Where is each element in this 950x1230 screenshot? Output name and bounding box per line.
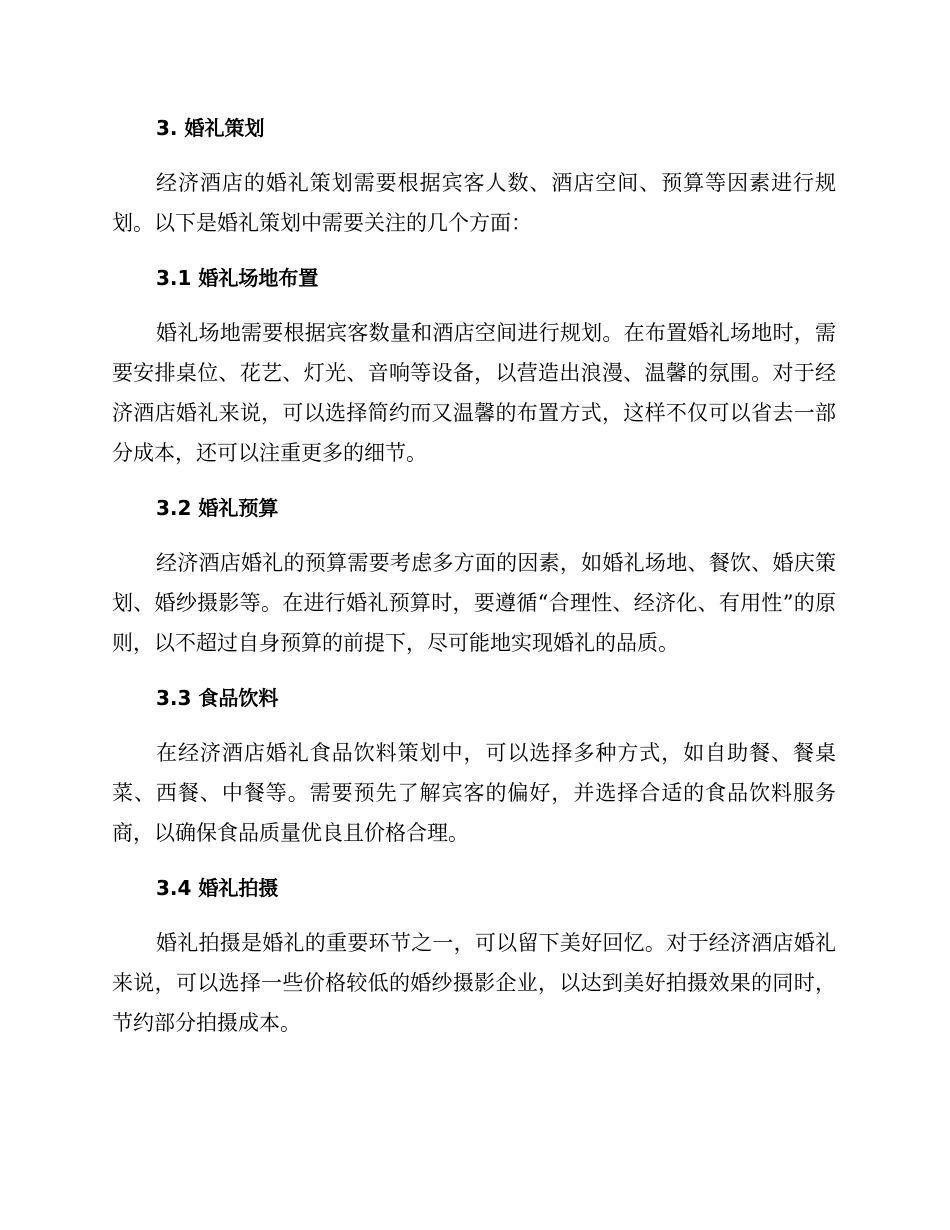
section-paragraph-food-beverage: 在经济酒店婚礼食品饮料策划中，可以选择多种方式，如自助餐、餐桌菜、西餐、中餐等。需要预先了解宾客的偏好，并选择合适的食品饮料服务商，以确保食品质量优良且价格合理。 bbox=[112, 741, 836, 845]
section-paragraph-budget: 经济酒店婚礼的预算需要考虑多方面的因素，如婚礼场地、餐饮、婚庆策划、婚纱摄影等。在进行婚礼预算时，要遵循“合理性、经济化、有用性”的原则，以不超过自身预算的前提下，尽可能地实现婚礼的品质。 bbox=[112, 551, 836, 655]
section-heading-photography: 3.4 婚礼拍摄 bbox=[156, 876, 279, 900]
section-heading-wedding-planning: 3. 婚礼策划 bbox=[156, 116, 265, 140]
section-heading-venue-setup: 3.1 婚礼场地布置 bbox=[156, 266, 319, 290]
section-paragraph-wedding-planning: 经济酒店的婚礼策划需要根据宾客人数、酒店空间、预算等因素进行规划。以下是婚礼策划中需要关注的几个方面： bbox=[112, 171, 836, 235]
document-body bbox=[112, 108, 836, 1043]
section-paragraph-venue-setup: 婚礼场地需要根据宾客数量和酒店空间进行规划。在布置婚礼场地时，需要安排桌位、花艺、灯光、音响等设备，以营造出浪漫、温馨的氛围。对于经济酒店婚礼来说，可以选择简约而又温馨的布置方式，这样不仅可以省去一部分成本，还可以注重更多的细节。 bbox=[112, 321, 836, 465]
section-heading-budget: 3.2 婚礼预算 bbox=[156, 496, 279, 520]
section-paragraph-photography: 婚礼拍摄是婚礼的重要环节之一，可以留下美好回忆。对于经济酒店婚礼来说，可以选择一些价格较低的婚纱摄影企业，以达到美好拍摄效果的同时，节约部分拍摄成本。 bbox=[112, 931, 836, 1035]
section-heading-food-beverage: 3.3 食品饮料 bbox=[156, 686, 279, 710]
